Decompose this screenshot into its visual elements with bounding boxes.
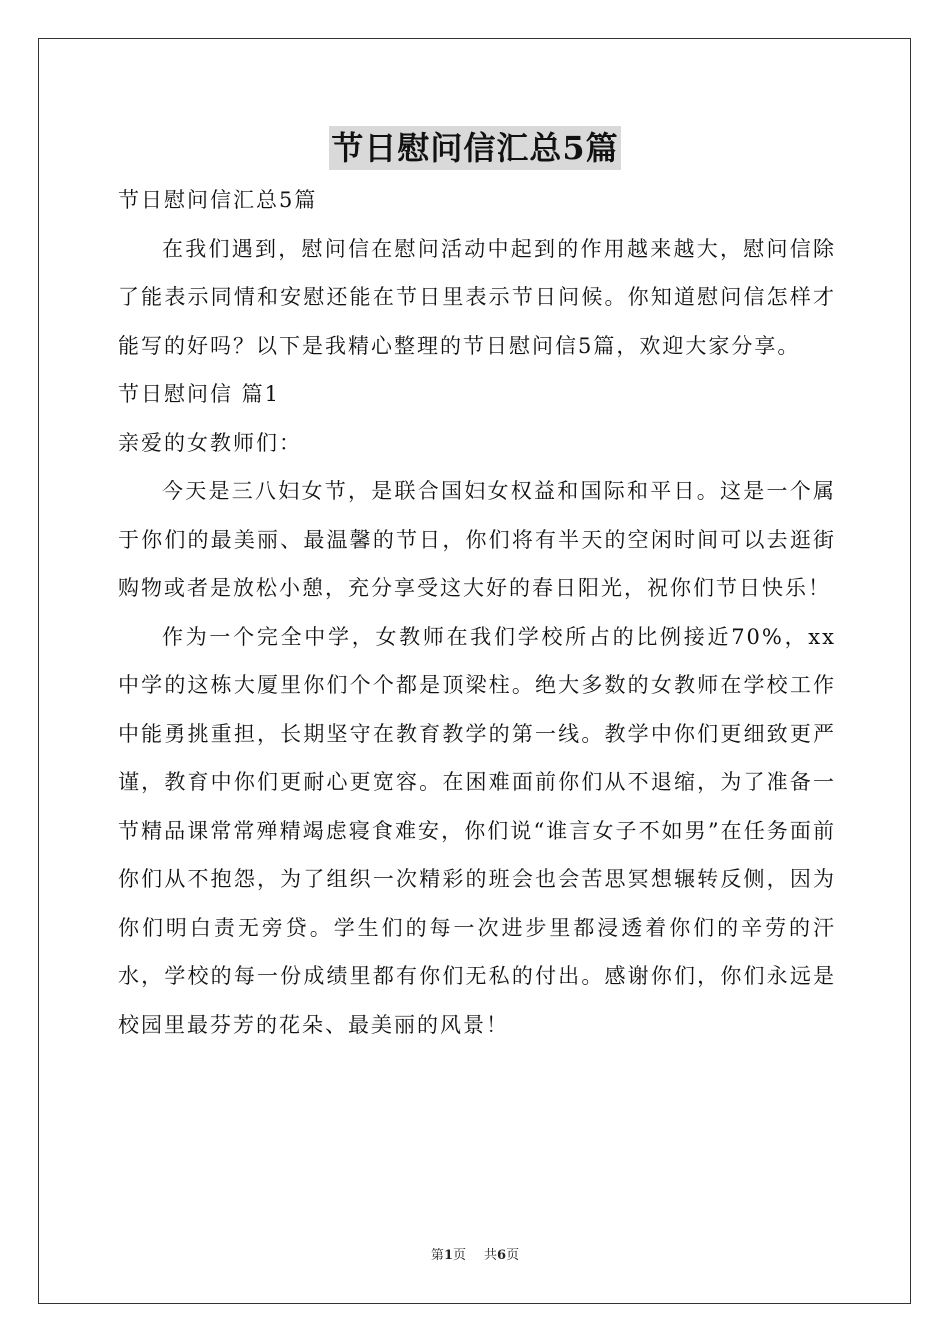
page-current: 1 xyxy=(443,1248,453,1263)
paragraph: 在我们遇到，慰问信在慰问活动中起到的作用越来越大，慰问信除了能表示同情和安慰还能在节日里表示节日问候。你知道慰问信怎样才能写的好吗？以下是我精心整理的节日慰问信5篇，欢迎大家分享。 xyxy=(118,236,836,358)
paragraph: 今天是三八妇女节，是联合国妇女权益和国际和平日。这是一个属于你们的最美丽、最温馨的节日，你们将有半天的空闲时间可以去逛街购物或者是放松小憩，充分享受这大好的春日阳光，祝你们节日快乐！ xyxy=(118,479,836,600)
title-area xyxy=(0,126,950,170)
salutation: 亲爱的女教师们： xyxy=(118,430,302,455)
paragraph: 作为一个完全中学，女教师在我们学校所占的比例接近70%，xx中学的这栋大厦里你们个个都是顶梁柱。绝大多数的女教师在学校工作中能勇挑重担，长期坚守在教育教学的第一线。教学中你们更细致更严谨，教育中你们更耐心更宽容。在困难面前你们从不退缩，为了准备一节精品课常常殚精竭虑寝食难安，你们说“谁言女子不如男”在任务面前你们从不抱怨，为了组织一次精彩的班会也会苦思冥想辗转反侧，因为你们明白责无旁贷。学生们的每一次进步里都浸透着你们的辛劳的汗水，学校的每一份成绩里都有你们无私的付出。感谢你们，你们永远是校园里最芬芳的花朵、最美丽的风景！ xyxy=(118,624,836,1037)
page-footer xyxy=(0,1247,950,1265)
total-prefix: 共 xyxy=(484,1248,498,1263)
paragraph: 节日慰问信汇总5篇 xyxy=(118,188,318,212)
document-body xyxy=(118,176,836,1049)
page-prefix: 第 xyxy=(430,1248,444,1263)
total-suffix: 页 xyxy=(506,1248,520,1263)
page-total: 6 xyxy=(497,1248,507,1263)
document-title: 节日慰问信汇总5篇 xyxy=(329,126,620,170)
page-suffix: 页 xyxy=(452,1248,466,1263)
section-heading: 节日慰问信 篇1 xyxy=(118,382,281,406)
